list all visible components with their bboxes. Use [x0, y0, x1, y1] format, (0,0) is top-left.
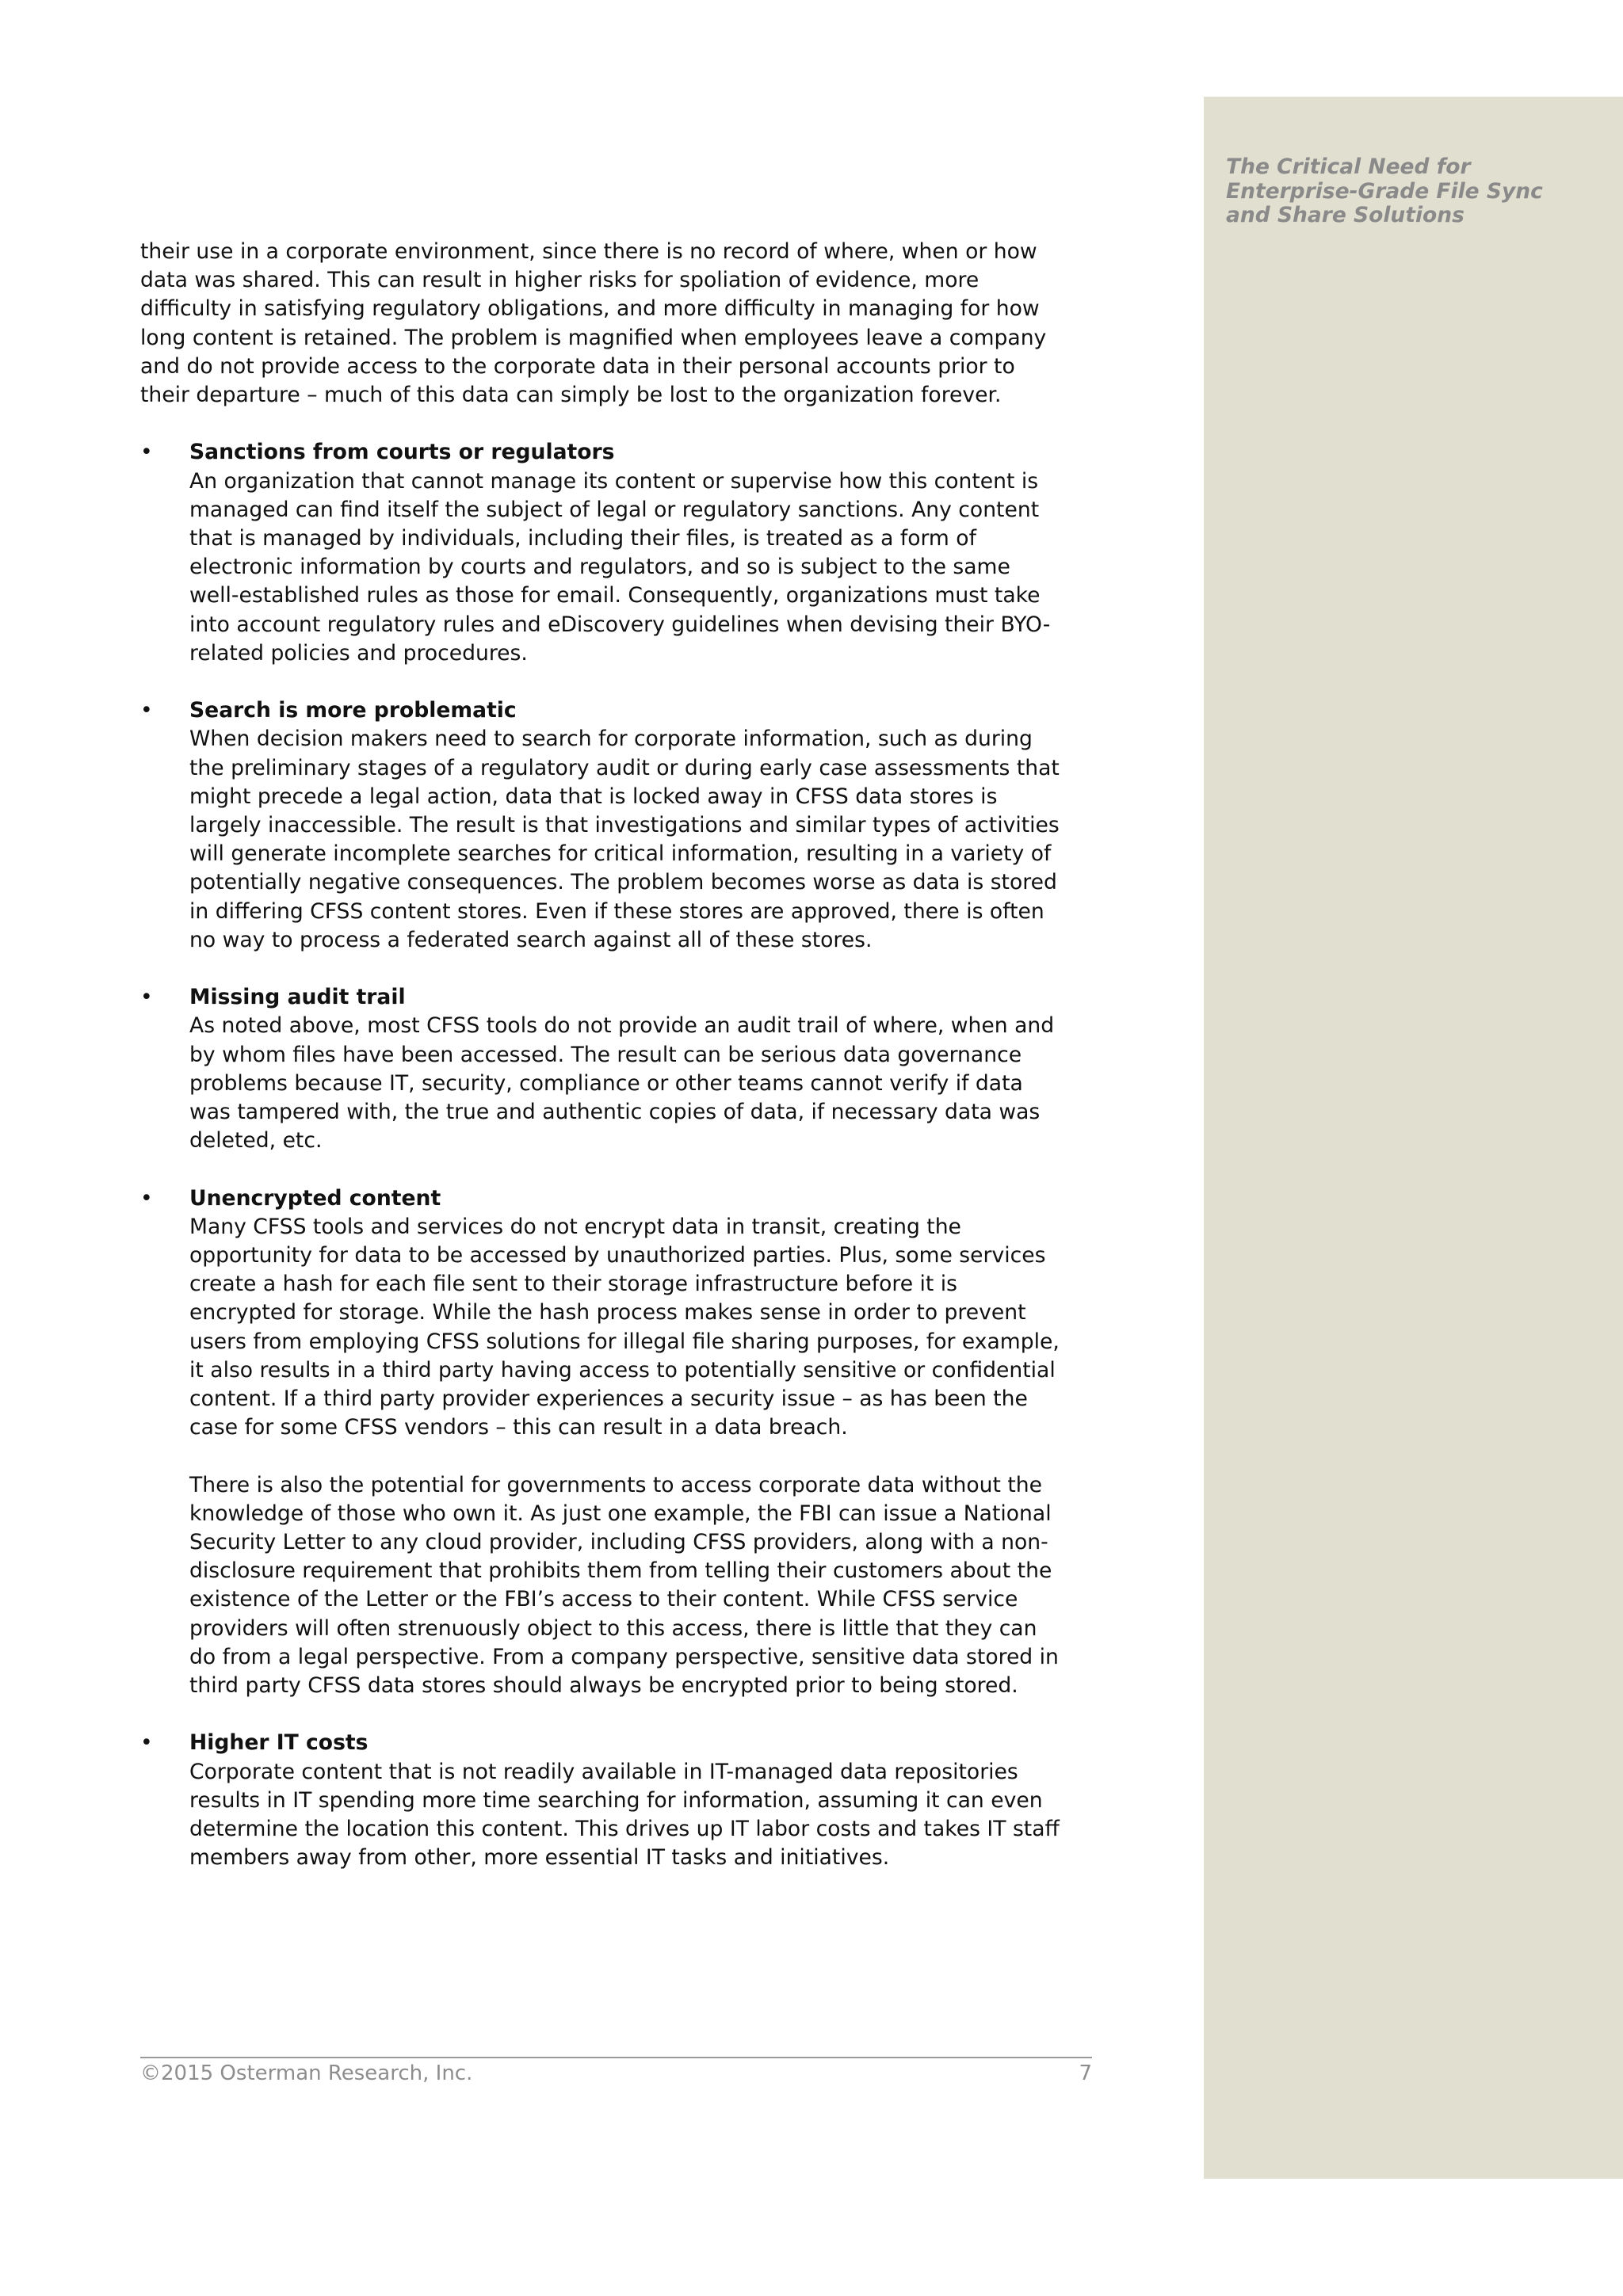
list-item-unencrypted — [140, 1184, 1060, 1701]
item-paragraph: Many CFSS tools and services do not encrypt data in transit, creating the opportunity for data to be accessed by unauthorized parties. Plus, some services create a hash for each file sent to their storage infrastructure before it is encrypted for storage. While the hash process makes sense in order to prevent users from employing CFSS solutions for illegal file sharing purposes, for example, it also results in a third party having access to potentially sensitive or confidential content. If a third party provider experiences a security issue – as has been the case for some CFSS vendors – this can result in a data breach. — [189, 1214, 1060, 1440]
list-item-sanctions — [140, 438, 1060, 668]
sidebar-document-title: The Critical Need for Enterprise-Grade File Sync and Share Solutions — [1226, 154, 1543, 227]
item-heading: Sanctions from courts or regulators — [189, 440, 615, 465]
footer-copyright: ©2015 Osterman Research, Inc. — [140, 2061, 473, 2085]
intro-paragraph: their use in a corporate environment, since there is no record of where, when or how data was shared. This can result in higher risks for spoliation of evidence, more difficulty in satisfying regulatory obligations, and more difficulty in managing for how long content is retained. The problem is magnified when employees leave a company and do not provide access to the corporate data in their personal accounts prior to their departure – much of this data can simply be lost to the organization forever. — [140, 239, 1047, 408]
bullet-icon: • — [140, 1185, 153, 1211]
item-paragraph: When decision makers need to search for corporate information, such as during the preliminary stages of a regulatory audit or during early case assessments that might precede a legal action, data that is locked away in CFSS data stores is largely inaccessible. The result is that investigations and similar types of activities will generate incomplete searches for critical information, resulting in a variety of potentially negative consequences. The problem becomes worse as data is stored in differing CFSS content stores. Even if these stores are approved, there is often no way to process a federated search against all of these stores. — [189, 727, 1060, 952]
item-heading: Unencrypted content — [189, 1185, 441, 1211]
item-paragraph-continued: There is also the potential for governments to access corporate data without the knowledge of those who own it. As just one example, the FBI can issue a National Security Letter to any cloud provider, including CFSS providers, along with a non-disclosure requirement that prohibits them from telling their customers about the existence of the Letter or the FBI’s access to their content. While CFSS service providers will often strenuously object to this access, there is little that they can do from a legal perspective. From a company perspective, sensitive data stored in third party CFSS data stores should always be encrypted prior to being stored. — [189, 1472, 1059, 1699]
bullet-icon: • — [140, 1730, 153, 1756]
bullet-icon: • — [140, 985, 153, 1010]
item-heading: Search is more problematic — [189, 698, 517, 723]
item-heading: Missing audit trail — [189, 985, 406, 1010]
item-paragraph: As noted above, most CFSS tools do not provide an audit trail of where, when and by whom files have been accessed. The result can be serious data governance problems because IT, security, compliance or other teams cannot verify if data was tampered with, the true and authentic copies of data, if necessary data was deleted, etc. — [189, 1013, 1055, 1154]
main-content — [140, 238, 1060, 1872]
bullet-icon: • — [140, 698, 153, 723]
sidebar-panel — [1204, 97, 1623, 2179]
item-heading: Higher IT costs — [189, 1730, 369, 1756]
item-paragraph: Corporate content that is not readily available in IT-managed data repositories results in IT spending more time searching for information, assuming it can even determine the location this content. This drives up IT labor costs and takes IT staff members away from other, more essential IT tasks and initiatives. — [189, 1759, 1060, 1871]
bullet-icon: • — [140, 440, 153, 465]
page-number: 7 — [1079, 2061, 1092, 2085]
list-item-audit-trail — [140, 983, 1060, 1155]
footer-divider — [140, 2057, 1092, 2058]
list-item-search — [140, 696, 1060, 955]
item-paragraph: An organization that cannot manage its content or supervise how this content is managed can find itself the subject of legal or regulatory sanctions. Any content that is managed by individuals, including their files, is treated as a form of electronic information by courts and regulators, and so is subject to the same well-established rules as those for email. Consequently, organizations must take into account regulatory rules and eDiscovery guidelines when devising their BYO-related policies and procedures. — [189, 468, 1051, 666]
list-item-it-costs — [140, 1729, 1060, 1872]
